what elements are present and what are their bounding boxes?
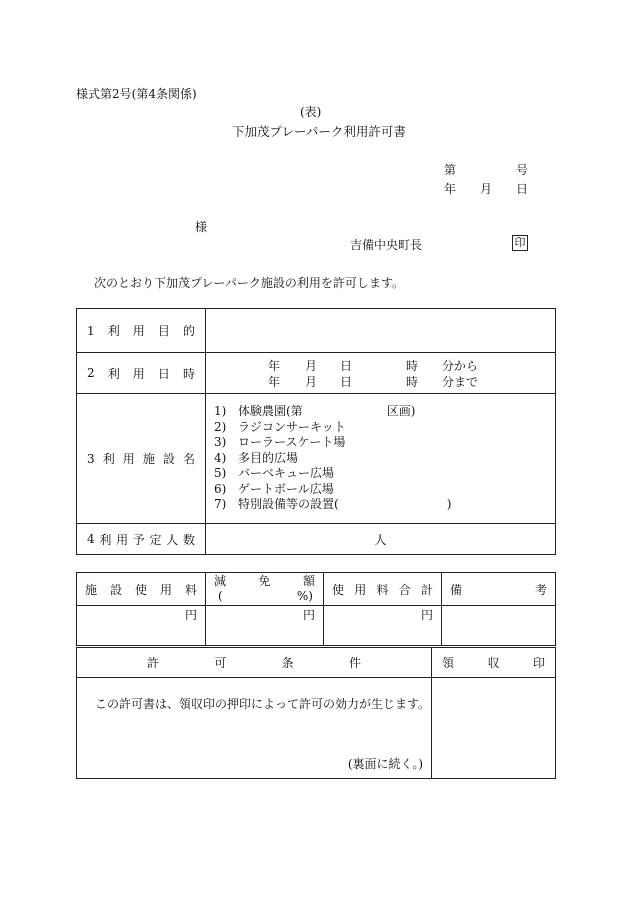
list-item: 5) バーベキュー広場 [214, 466, 335, 481]
purpose-label: 1 利 用 目 的 [87, 323, 195, 338]
people-label-cell [77, 524, 206, 555]
people-unit: 人 [374, 532, 387, 547]
receipt-header: 領 収 印 [432, 648, 556, 678]
date-month: 月 [479, 182, 492, 196]
date-year: 年 [444, 182, 457, 196]
usage-fee-value[interactable]: 円 [77, 606, 206, 646]
reduction-value[interactable]: 円 [206, 606, 324, 646]
total-fee-value[interactable]: 円 [324, 606, 442, 646]
list-item: 7) 特別設備等の設置( ) [214, 497, 452, 512]
fee-table [76, 572, 556, 646]
seal-box [512, 235, 528, 251]
purpose-value[interactable] [206, 309, 556, 353]
facility-label: 3 利 用 施 設 名 [87, 451, 195, 466]
datetime-value[interactable]: 年 月 日 時 分から 年 月 日 時 分まで [206, 353, 556, 394]
usage-fee-header: 施 設 使 用 料 [77, 573, 206, 606]
remarks-value[interactable] [442, 606, 556, 646]
list-item: 2) ラジコンサーキット [214, 419, 346, 434]
people-value[interactable] [206, 524, 556, 555]
side-label: (表) [300, 105, 322, 119]
receipt-stamp-area[interactable] [432, 678, 556, 779]
continued-note: (裏面に続く。) [347, 757, 423, 771]
remarks-header: 備 考 [442, 573, 556, 606]
conditions-body [77, 678, 432, 779]
intro-text: 次のとおり下加茂プレーパーク施設の利用を許可します。 [94, 276, 404, 290]
number-prefix: 第 [444, 163, 457, 177]
page-title: 下加茂プレーパーク利用許可書 [232, 124, 406, 139]
list-item: 6) ゲートボール広場 [214, 481, 334, 496]
seal: 印 [514, 236, 526, 249]
total-fee-header: 使 用 料 合 計 [324, 573, 442, 606]
application-table [76, 308, 556, 555]
addressee-suffix: 様 [195, 220, 208, 234]
conditions-table [76, 647, 556, 779]
date-line [444, 180, 528, 197]
datetime-label-cell [77, 353, 206, 394]
date-day: 日 [515, 182, 528, 196]
list-item: 3) ローラースケート場 [214, 435, 346, 450]
facility-label-cell [77, 394, 206, 524]
number-line [444, 161, 528, 178]
conditions-header: 許 可 条 件 [77, 648, 432, 678]
people-label: 4 利 用 予 定 人 数 [87, 532, 195, 547]
conditions-text: この許可書は、領収印の押印によって許可の効力が生じます。 [95, 697, 431, 711]
issuer: 吉備中央町長 [350, 238, 423, 252]
datetime-label: 2 利 用 日 時 [87, 366, 195, 381]
list-item: 4) 多目的広場 [214, 450, 299, 465]
reduction-header: 減 免 額 ( %) [206, 573, 324, 606]
purpose-label-cell [77, 309, 206, 353]
facility-list[interactable] [206, 394, 556, 524]
form-number: 様式第2号(第4条関係) [76, 87, 197, 101]
list-item: 1) 体験農園(第 区画) [214, 404, 416, 419]
number-suffix: 号 [515, 163, 528, 177]
